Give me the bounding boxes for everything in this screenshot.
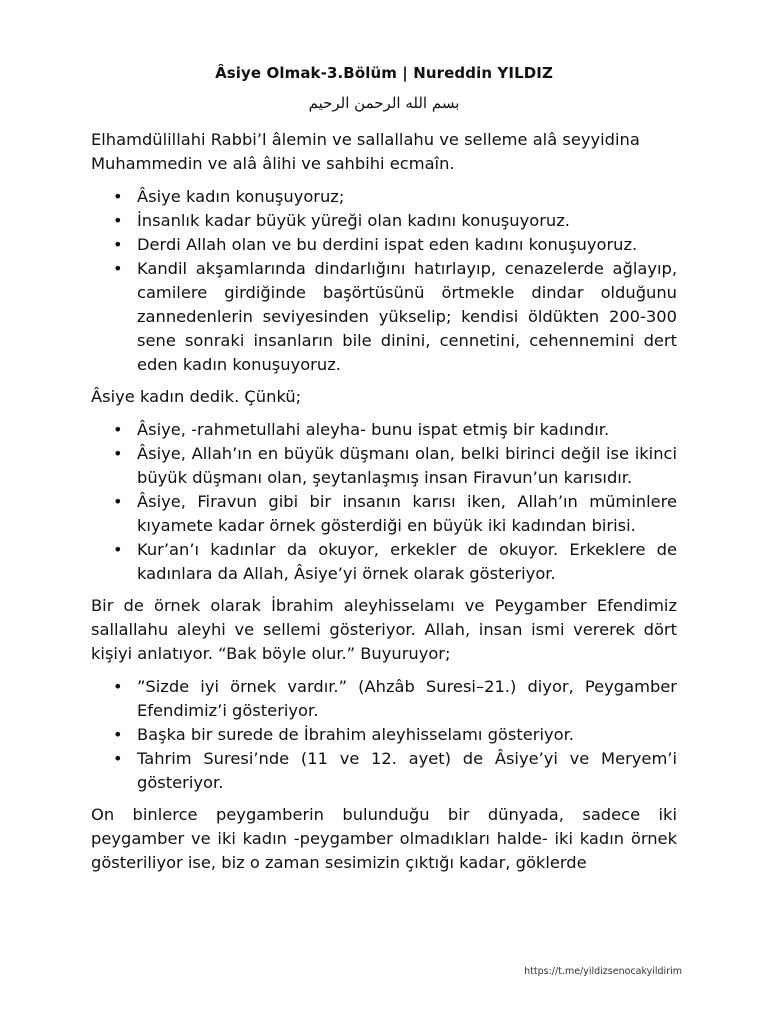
bullet-list-3 bbox=[91, 675, 677, 795]
list-item: • Kandil akşamlarında dindarlığını hatırlayıp, cenazelerde ağlayıp, camilere girdiğinde başörtüsünü örtmekle dindar olduğunu zannedenlerin seviyesinden yükselip; kendisi öldükten 200-300 sene sonraki insanların bile dinini, cennetini, cehennemini dert eden kadın konuşuyoruz. bbox=[91, 257, 677, 377]
footer-telegram-link[interactable]: https://t.me/yildizsenocakyildirim bbox=[524, 966, 682, 977]
bullet-list-2 bbox=[91, 418, 677, 586]
list-item: • Başka bir surede de İbrahim aleyhisselamı gösteriyor. bbox=[91, 723, 677, 747]
paragraph-3: Bir de örnek olarak İbrahim aleyhisselamı ve Peygamber Efendimiz sallallahu aleyhi ve sellemi gösteriyor. Allah, insan ismi vererek dört kişiyi anlatıyor. “Bak böyle olur.” Buyuruyor; bbox=[91, 596, 677, 663]
list-item: • Derdi Allah olan ve bu derdini ispat eden kadını konuşuyoruz. bbox=[91, 233, 677, 257]
paragraph-4: On binlerce peygamberin bulunduğu bir dünyada, sadece iki peygamber ve iki kadın -peygamber olmadıkları halde- iki kadın örnek gösteriliyor ise, biz o zaman sesimizin çıktığı kadar, göklerde bbox=[91, 805, 677, 872]
list-item: • Âsiye, Allah’ın en büyük düşmanı olan, belki birinci değil ise ikinci büyük düşmanı olan, şeytanlaşmış insan Firavun’un karısıdır. bbox=[91, 442, 677, 490]
list-item: • Âsiye, -rahmetullahi aleyha- bunu ispat etmiş bir kadındır. bbox=[91, 418, 677, 442]
list-item: • İnsanlık kadar büyük yüreği olan kadını konuşuyoruz. bbox=[91, 209, 677, 233]
document-page bbox=[91, 60, 677, 884]
list-item: • Tahrim Suresi’nde (11 ve 12. ayet) de Âsiye’yi ve Meryem’i gösteriyor. bbox=[91, 747, 677, 795]
list-item: • ”Sizde iyi örnek vardır.” (Ahzâb Suresi–21.) diyor, Peygamber Efendimiz’i gösteriyor. bbox=[91, 675, 677, 723]
bullet-list-1 bbox=[91, 185, 677, 377]
intro-paragraph: Elhamdülillahi Rabbi’l âlemin ve sallallahu ve selleme alâ seyyidina Muhammedin ve alâ âlihi ve sahbihi ecmaîn. bbox=[91, 130, 640, 173]
list-item: • Kur’an’ı kadınlar da okuyor, erkekler de okuyor. Erkeklere de kadınlara da Allah, Âsiye’yi örnek olarak gösteriyor. bbox=[91, 538, 677, 586]
list-item: • Âsiye, Firavun gibi bir insanın karısı iken, Allah’ın müminlere kıyamete kadar örnek gösterdiği en büyük iki kadından birisi. bbox=[91, 490, 677, 538]
document-title: Âsiye Olmak-3.Bölüm | Nureddin YILDIZ bbox=[215, 64, 553, 82]
list-item: • Âsiye kadın konuşuyoruz; bbox=[91, 185, 677, 209]
paragraph-2: Âsiye kadın dedik. Çünkü; bbox=[91, 387, 302, 406]
bismillah-calligraphy: بسم الله الرحمن الرحيم bbox=[308, 94, 460, 112]
